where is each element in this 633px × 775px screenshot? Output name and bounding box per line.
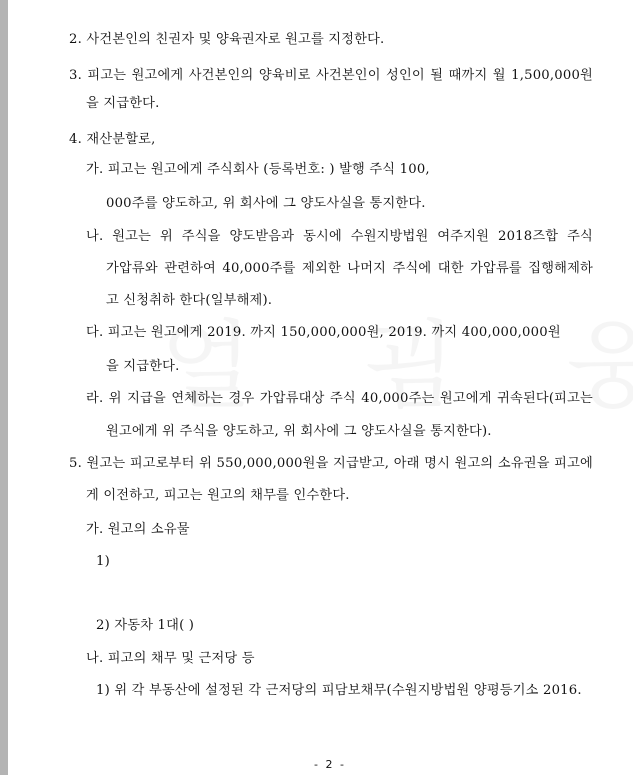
- text-line-3: 을 지급한다.: [86, 96, 160, 111]
- text-line-9: 고 신청취하 한다(일부해제).: [106, 293, 273, 308]
- text-line-13: 원고에게 위 주식을 양도하고, 위 회사에 그 양도사실을 통지한다).: [106, 424, 492, 439]
- text-line-7: 나. 원고는 위 주식을 양도받음과 동시에 수원지방법원 여주지원 2018즈합 주식: [86, 229, 593, 244]
- text-line-19: 나. 피고의 채무 및 근저당 등: [86, 651, 255, 666]
- text-line-20: 1) 위 각 부동산에 설정된 각 근저당의 피담보채무(수원지방법원 양평등기소 2016.: [96, 683, 582, 698]
- text-line-6: 000주를 양도하고, 위 회사에 그 양도사실을 통지한다.: [106, 196, 426, 211]
- text-line-14: 5. 원고는 피고로부터 위 550,000,000원을 지급받고, 아래 명시 원고의 소유권을 피고에: [69, 456, 593, 471]
- text-line-10: 다. 피고는 원고에게 2019. 까지 150,000,000원, 2019. 까지 400,000,000원: [86, 325, 561, 340]
- text-line-17: 1): [96, 554, 110, 569]
- text-line-16: 가. 원고의 소유물: [86, 522, 190, 537]
- text-line-18: 2) 자동차 1대( ): [96, 618, 195, 633]
- viewer-left-edge: [0, 0, 8, 775]
- text-line-1: 2. 사건본인의 친권자 및 양육권자로 원고를 지정한다.: [69, 32, 385, 47]
- text-line-5: 가. 피고는 원고에게 주식회사 (등록번호: ) 발행 주식 100,: [86, 162, 430, 177]
- text-line-11: 을 지급한다.: [106, 359, 180, 374]
- text-line-15: 게 이전하고, 피고는 원고의 채무를 인수한다.: [86, 488, 350, 503]
- text-line-4: 4. 재산분할로,: [69, 132, 156, 147]
- text-line-12: 라. 위 지급을 연체하는 경우 가압류대상 주식 40,000주는 원고에게 귀속된다(피고는: [86, 391, 593, 406]
- text-line-2: 3. 피고는 원고에게 사건본인의 양육비로 사건본인이 성인이 될 때까지 월 1,500,000원: [69, 68, 593, 83]
- text-line-8: 가압류와 관련하여 40,000주를 제외한 나머지 주식에 대한 가압류를 집행해제하: [106, 261, 593, 276]
- page-number: - 2 -: [314, 758, 346, 771]
